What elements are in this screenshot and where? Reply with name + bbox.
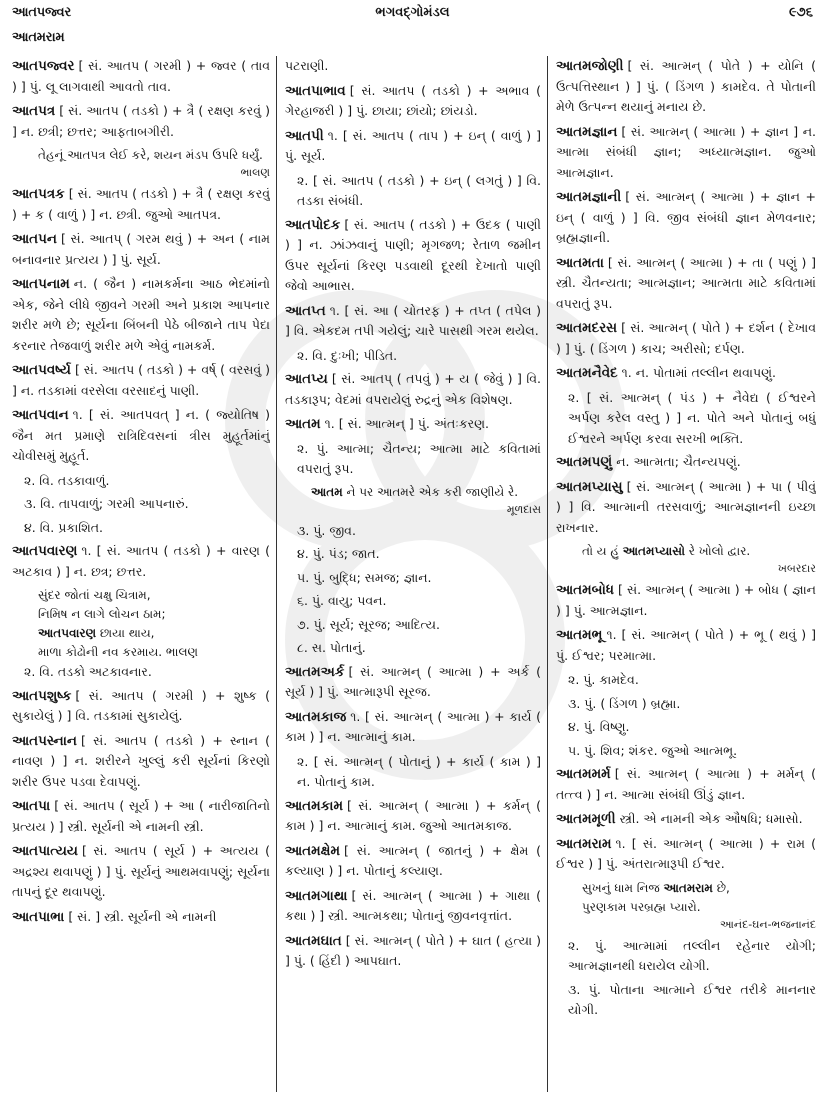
- headword: આતમપ્યાસુ: [556, 478, 623, 495]
- definition: ૧. [ સં. આત્મન્ ] પું. અંતઃકરણ.: [324, 416, 490, 431]
- headword: આતમઅર્ક: [285, 663, 345, 680]
- guide-word-last: આતમરામ: [12, 30, 65, 45]
- headword: આતપત્રક: [12, 186, 65, 202]
- definition: [ સં. આત્મન્ ( આત્મા ) + બોધ ( જ્ઞાન ) ] પું. આત્મજ્ઞાન.: [556, 582, 816, 618]
- definition: ન. આત્મતા; ચૈતન્યપણું.: [616, 454, 741, 469]
- sub-sense: ૨. પું. આત્મા; ચૈતન્ય; આત્મા માટે કવિતામાં વપરાતું રૂપ.: [297, 440, 541, 476]
- headword: આતમમૂળી: [556, 811, 616, 827]
- citation-verse: તો ય હું આતમપ્યાસો રે ખોલો દ્વાર.: [582, 544, 751, 558]
- dictionary-entry: [556, 764, 816, 805]
- citation-verse: આતપવારણ છાયા થાય,: [38, 626, 155, 640]
- sub-sense: ૪. પું. વિષ્ણુ.: [568, 719, 630, 734]
- dictionary-entry: [12, 101, 270, 142]
- dictionary-entry: [12, 796, 270, 837]
- citation-source: ભાલણ: [240, 166, 270, 179]
- sub-sense: ૨. વિ. તડકાવાળું.: [24, 472, 110, 488]
- definition: [ સં. આત્મન્ ( આત્મા ) + પા ( પીવું ) ] વિ. આત્માની તરસવાળું; આત્મજ્ઞાનની ઇચ્છા રાખનાર.: [556, 478, 816, 535]
- citation-verse: સુંદર જોતાં ચક્ષુ ચિત્રામ,: [38, 588, 151, 602]
- definition: [ સં. આતપ્ ( ગરમ થવું ) + અન ( નામ બનાવનાર પ્રત્યય ) ] પું. સૂર્ય.: [12, 231, 270, 267]
- dictionary-entry: [285, 707, 541, 748]
- headword: આતપત્ર: [12, 103, 56, 119]
- definition: [ સં. આતપ ( ગરમી ) + શુષ્ક ( સુકાયેલું ) ] વિ. તડકામાં સુકાયેલું.: [12, 687, 270, 723]
- headword: આતપવર્ષ્ય: [12, 362, 71, 378]
- dictionary-entry: [285, 886, 541, 927]
- headword: આતમપણું: [556, 454, 613, 470]
- definition: [ સં. આત્મન્ ( આત્મા ) + જ્ઞાન + ઇન્ ( વાળું ) ] વિ. જીવ સંબંધી જ્ઞાન મેળવનાર; બ્રહ્મજ્ઞાની.: [556, 189, 816, 245]
- dictionary-entry: [556, 809, 816, 830]
- column-divider: [547, 56, 548, 1092]
- sub-sense: ૪. વિ. પ્રકાશિત.: [24, 519, 103, 535]
- headword: આતપોદક: [285, 216, 341, 233]
- sub-sense: ૬. પું. વાયુ; પવન.: [297, 593, 387, 608]
- headword: આતમતા: [556, 254, 604, 271]
- citation-verse: પુરણકામ પરબ્રહ્મ પ્યારો.: [582, 899, 701, 914]
- sub-sense: ૨. [ સં. આતપ ( તડકો ) + ઇન્ ( લગતું ) ] વિ. તડકા સંબંધી.: [297, 172, 541, 208]
- headword: આતમનૈવેદ: [556, 365, 618, 381]
- headword: આતપાત્યય: [12, 843, 78, 859]
- sub-sense: ૨. વિ. દુઃખી; પીડિત.: [297, 347, 398, 363]
- dictionary-entry: [285, 301, 541, 342]
- column-1: [12, 56, 270, 1092]
- citation-verse: માળા કોઢોની નવ કરમાય. ભાલણ: [38, 645, 199, 659]
- dictionary-entry: [12, 686, 270, 727]
- definition: ૧. [ સં. આત્મન્ ( આત્મા ) + કાર્ય ( કામ ) ] ન. આત્માનું કામ.: [285, 708, 541, 744]
- dictionary-entry: [556, 834, 816, 875]
- dictionary-entry: [285, 81, 541, 122]
- dictionary-entry: [12, 184, 270, 225]
- headword: આતમરામ: [556, 835, 612, 852]
- headword: આતમ: [285, 416, 321, 432]
- sub-sense: ૩. પું. ( ડિંગળ ) બ્રહ્મા.: [568, 695, 681, 711]
- column-2: [285, 56, 541, 1092]
- headword: આતપાભાવ: [285, 82, 346, 99]
- headword: આતમદરસ: [556, 320, 618, 336]
- sub-sense: ૨. પું. કામદેવ.: [568, 672, 639, 687]
- definition: ૧. [ સં. આતપવત્ ] ન. ( જ્યોતિષ ) જૈન મત પ્રમાણે રાત્રિદિવસનાં ત્રીસ મુહૂર્તમાંનું ચોવીસમું મુહૂર્ત.: [12, 407, 270, 463]
- headword: આતપા: [12, 798, 51, 814]
- definition: [ સં. ] સ્ત્રી. સૂર્યની એ નામની: [68, 908, 217, 924]
- headword: આતપસ્નાન: [12, 732, 77, 749]
- headword: આતપવાન: [12, 407, 69, 423]
- citation-source: આનંદ-ઘન-ભજનાનંદ: [719, 917, 816, 931]
- headword: આતમકાજ: [285, 708, 347, 725]
- page-header: [0, 0, 825, 52]
- definition: [ સં. આત્મન્ ( પોતે ) + દર્શન ( દેખાવ ) ] પું. ( ડિંગળ ) કાચ; અરીસો; દર્પણ.: [556, 320, 816, 356]
- definition: સ્ત્રી. એ નામની એક ઔષધિ; ધમાસો.: [619, 811, 803, 826]
- dictionary-entry: [556, 318, 816, 359]
- sub-sense: ૨. [ સં. આત્મન્ ( પંડ ) + નૈવેદ્ય ( ઈશ્વરને અર્પણ કરેલ વસ્તુ ) ] ન. પોતે અને પોતાનું બધું ઈશ્વરને અર્પણ કરવા સરખી ભક્તિ.: [568, 389, 816, 446]
- definition: ૧. ન. પોતામાં તલ્લીન થવાપણું.: [621, 365, 776, 380]
- dictionary-entry: [285, 796, 541, 837]
- definition: [ સં. આત્મન્ ( આત્મા ) + ગાથા ( કથા ) ] સ્ત્રી. આત્મકથા; પોતાનું જીવનવૃત્તાંત.: [285, 887, 541, 923]
- sub-sense: ૫. પું. શિવ; શંકર. જુઓ આત્મભૂ.: [568, 742, 738, 758]
- dictionary-entry: [12, 405, 270, 467]
- dictionary-entry: [285, 414, 541, 435]
- citation-source: ખબરદાર: [777, 562, 816, 575]
- definition: [ સં. આતપ ( તડકો ) + ત્રૈ ( રક્ષણ કરવું ) ] ન. છત્રી; છત્તર; આફતાબગીરી.: [12, 103, 270, 139]
- definition: [ સં. આતપ ( તડકો ) + સ્નાન ( નાવણ ) ] ન. શરીરને ખુલ્લું કરી સૂર્યનાં કિરણો શરીર ઉપર પડવા દેવાપણું.: [12, 732, 270, 789]
- sub-sense: ૫. પું. બુદ્ધિ; સમજ; જ્ઞાન.: [297, 569, 432, 585]
- headword: આતમબોધ: [556, 582, 614, 598]
- dictionary-entry: [556, 580, 816, 621]
- continued-text: પટરાણી.: [285, 58, 329, 73]
- definition: [ સં. આતપ્ ( તપવું ) + ય ( જેવું ) ] વિ. તડકારૂપ; વેદમાં વપરાયેલું રુદ્રનું એક વિશેષણ.: [285, 371, 541, 407]
- dictionary-entry: [556, 625, 816, 666]
- sub-sense: ૩. પું. જીવ.: [297, 522, 356, 538]
- dictionary-entry: [285, 841, 541, 882]
- sub-sense: ૭. પું. સૂર્ય; સૂરજ; આદિત્ય.: [297, 616, 440, 632]
- guide-word-first: આતપજ્વર: [12, 5, 71, 20]
- definition: ૧. [ સં. આતપ ( તાપ ) + ઇન્ ( વાળું ) ] પું. સૂર્ય.: [285, 127, 541, 163]
- definition: [ સં. આત્મન્ ( આત્મા ) + મર્મન્ ( તત્ત્વ ) ] ન. આત્મા સંબંધી ઊંડું જ્ઞાન.: [556, 766, 816, 802]
- definition: [ સં. આતપ ( સૂર્ય ) + અત્યય ( અદ્રશ્ય થવાપણું ) ] પું. સૂર્યનું આથમવાપણું; સૂર્યના તાપનું દૂર થવાપણું.: [12, 843, 270, 899]
- citation-verse: તેહનૂં આતપત્ર લેઈ કરે, શયન મંડપ ઉપરિ ધર્યું.: [38, 148, 263, 162]
- definition: [ સં. આત્મન્ ( આત્મા ) + કર્મન્ ( કામ ) ] ન. આત્માનું કામ. જુઓ આતમકાજ.: [285, 797, 541, 833]
- definition: [ સં. આતપ ( તડકો ) + વર્ષ્ ( વરસવું ) ] ન. તડકામાં વરસેલા વરસાદનું પાણી.: [12, 362, 270, 398]
- headword: આતપન: [12, 231, 57, 247]
- dictionary-entry: [12, 907, 270, 928]
- column-divider: [276, 56, 277, 1092]
- definition: ૧. [ સં. આત્મન્ ( આત્મા ) + રામ ( ઈશ્વર ) ] પું. અંતરાત્મારૂપી ઈશ્વર.: [556, 835, 816, 871]
- headword: આતપ્ત: [285, 302, 326, 319]
- definition: [ સં. આતપ ( તડકો ) + ઉદક ( પાણી ) ] ન. ઝાંઝવાનું પાણી; મૃગજળ; રેતાળ જમીન ઉપર સૂર્યનાં કિરણ પડવાથી દૂરથી દેખાતો પાણી જેવો આભાસ.: [285, 216, 541, 293]
- dictionary-entry: [12, 731, 270, 793]
- headword: આતમજ્ઞાન: [556, 123, 618, 140]
- dictionary-entry: [556, 122, 816, 184]
- dictionary-entry: [285, 369, 541, 410]
- headword: આતમજોણી: [556, 58, 624, 74]
- headword: આતપ્ય: [285, 371, 328, 387]
- dictionary-entry: [285, 931, 541, 972]
- definition: ૧. [ સં. આતપ ( તડકો ) + વારણ ( અટકાવ ) ] ન. છત્ર; છત્તર.: [12, 543, 270, 579]
- sub-sense: ૨. વિ. તડકો અટકાવનાર.: [24, 664, 152, 679]
- headword: આતપશુષ્ક: [12, 687, 72, 704]
- definition: ૧. [ સં. આ ( ચોતરફ ) + તપ્ત ( તપેલ ) ] વિ. એકદમ તપી ગયેલું; ચારે પાસથી ગરમ થયેલ.: [285, 302, 541, 338]
- dictionary-entry: [12, 229, 270, 270]
- definition: [ સં. આતપ ( તડકો ) + અભાવ ( ગેરહાજરી ) ] પું. છાયા; છાંયો; છાંયડો.: [285, 82, 541, 118]
- dictionary-entry: [12, 360, 270, 401]
- dictionary-entry: [556, 477, 816, 539]
- dictionary-entry: [556, 452, 816, 473]
- definition: [ સં. આતપ ( સૂર્ય ) + આ ( નારીજાતિનો પ્રત્યય ) ] સ્ત્રી. સૂર્યની એ નામની સ્ત્રી.: [12, 798, 270, 834]
- headword: આતમગાથા: [285, 887, 348, 904]
- running-title: ભગવદ્ગોમંડલ: [375, 5, 450, 20]
- sub-sense: ૪. પું. પંડ; જાત.: [297, 546, 380, 561]
- dictionary-entry: [556, 253, 816, 315]
- definition: [ સં. આતપ ( તડકો ) + ત્રૈ ( રક્ષણ કરવું ) + ક ( વાળું ) ] ન. છત્રી. જુઓ આતપત્ર.: [12, 186, 270, 222]
- headword: આતપવારણ: [12, 543, 78, 559]
- citation-verse: આતમ ને પર આતમરે એક કરી જાણીયે રે.: [311, 484, 519, 499]
- citation-verse: નિમિષ ન લાગે લોચન ઠામ;: [38, 607, 166, 621]
- headword: આતમજ્ઞાની: [556, 189, 622, 205]
- headword: આતપી: [285, 127, 324, 144]
- page-number: ૯૭૬: [788, 5, 813, 20]
- dictionary-entry: [285, 662, 541, 703]
- citation-source: મૂળદાસ: [506, 502, 541, 516]
- dictionary-entry: [556, 363, 816, 384]
- headword: આતમક્ષેમ: [285, 842, 340, 859]
- definition: [ સં. આતપ ( ગરમી ) + જ્વર ( તાવ ) ] પું. લૂ લાગવાથી આવતો તાવ.: [12, 58, 270, 94]
- dictionary-columns: [0, 56, 825, 1092]
- dictionary-entry: [12, 56, 270, 97]
- sub-sense: ૩. વિ. તાપવાળું; ગરમી આપનારું.: [24, 496, 189, 511]
- dictionary-entry: [12, 274, 270, 356]
- headword: આતમકામ: [285, 797, 344, 814]
- dictionary-entry: [285, 126, 541, 167]
- definition: [ સં. આત્મન્ ( પોતે ) + યોનિ ( ઉત્પત્તિસ્થાન ) ] પું. ( ડિંગળ ) કામદેવ. તે પોતાની મેળે ઉત્પન્ન થયાનું મનાય છે.: [556, 58, 816, 114]
- dictionary-entry: [12, 541, 270, 582]
- definition: ન. ( જૈન ) નામકર્મના આઠ ભેદમાંનો એક, જેને લીધે જીવને ગરમી અને પ્રકાશ આપનાર શરીર મળે છે; સૂર્યના બિંબની પેઠે બીજાને તાપ પેદા કરનાર તેજવાળું શરીર મળે એવું નામકર્મ.: [12, 276, 270, 353]
- headword: આતમઘાત: [285, 932, 342, 949]
- headword: આતપનામ: [12, 276, 70, 292]
- sub-sense: ૮. સ. પોતાનું.: [297, 640, 366, 655]
- column-3: [556, 56, 816, 1092]
- sub-sense: ૨. પું. આત્મામાં તલ્લીન રહેનાર યોગી; આત્મજ્ઞાનથી ધરાયેલ યોગી.: [568, 937, 816, 973]
- headword: આતપાભા: [12, 908, 65, 925]
- definition: ૧. [ સં. આત્મન્ ( પોતે ) + ભૂ ( થવું ) ] પું. ઈશ્વર; પરમાત્મા.: [556, 627, 816, 663]
- dictionary-entry: [556, 187, 816, 249]
- headword: આતમમર્મ: [556, 766, 611, 782]
- definition: [ સં. આત્મન્ ( આત્મા ) + અર્ક ( સૂર્ય ) ] પું. આત્મારૂપી સૂરજ.: [285, 663, 541, 699]
- dictionary-entry: [556, 56, 816, 118]
- sub-sense: ૨. [ સં. આત્મન્ ( પોતાનું ) + કાર્ય ( કામ ) ] ન. પોતાનું કામ.: [297, 753, 541, 789]
- dictionary-entry: [12, 841, 270, 903]
- citation-verse: સુખનું ધામ નિજ આતમરામ છે,: [582, 880, 730, 895]
- definition: [ સં. આત્મન્ ( જાતનું ) + ક્ષેમ ( કલ્યાણ ) ] ન. પોતાનું કલ્યાણ.: [285, 842, 541, 878]
- definition: [ સં. આત્મન્ ( આત્મા ) + તા ( પણું ) ] સ્ત્રી. ચૈતન્યતા; આત્મજ્ઞાન; આત્મતા માટે કવિતામાં વપરાતું રૂપ.: [556, 254, 816, 311]
- headword: આતપજ્વર: [12, 58, 75, 74]
- sub-sense: ૩. પું. પોતાના આત્માને ઈશ્વર તરીકે માનનાર યોગી.: [568, 981, 816, 1017]
- definition: [ સં. આત્મન્ ( પોતે ) + ઘાત ( હત્યા ) ] પું. ( હિંદી ) આપઘાત.: [285, 932, 541, 968]
- headword: આતમભૂ: [556, 627, 603, 643]
- definition: [ સં. આત્મન્ ( આત્મા ) + જ્ઞાન ] ન. આત્મા સંબંધી જ્ઞાન; અધ્યાત્મજ્ઞાન. જુઓ આત્મજ્ઞાન.: [556, 123, 816, 180]
- dictionary-entry: [285, 215, 541, 297]
